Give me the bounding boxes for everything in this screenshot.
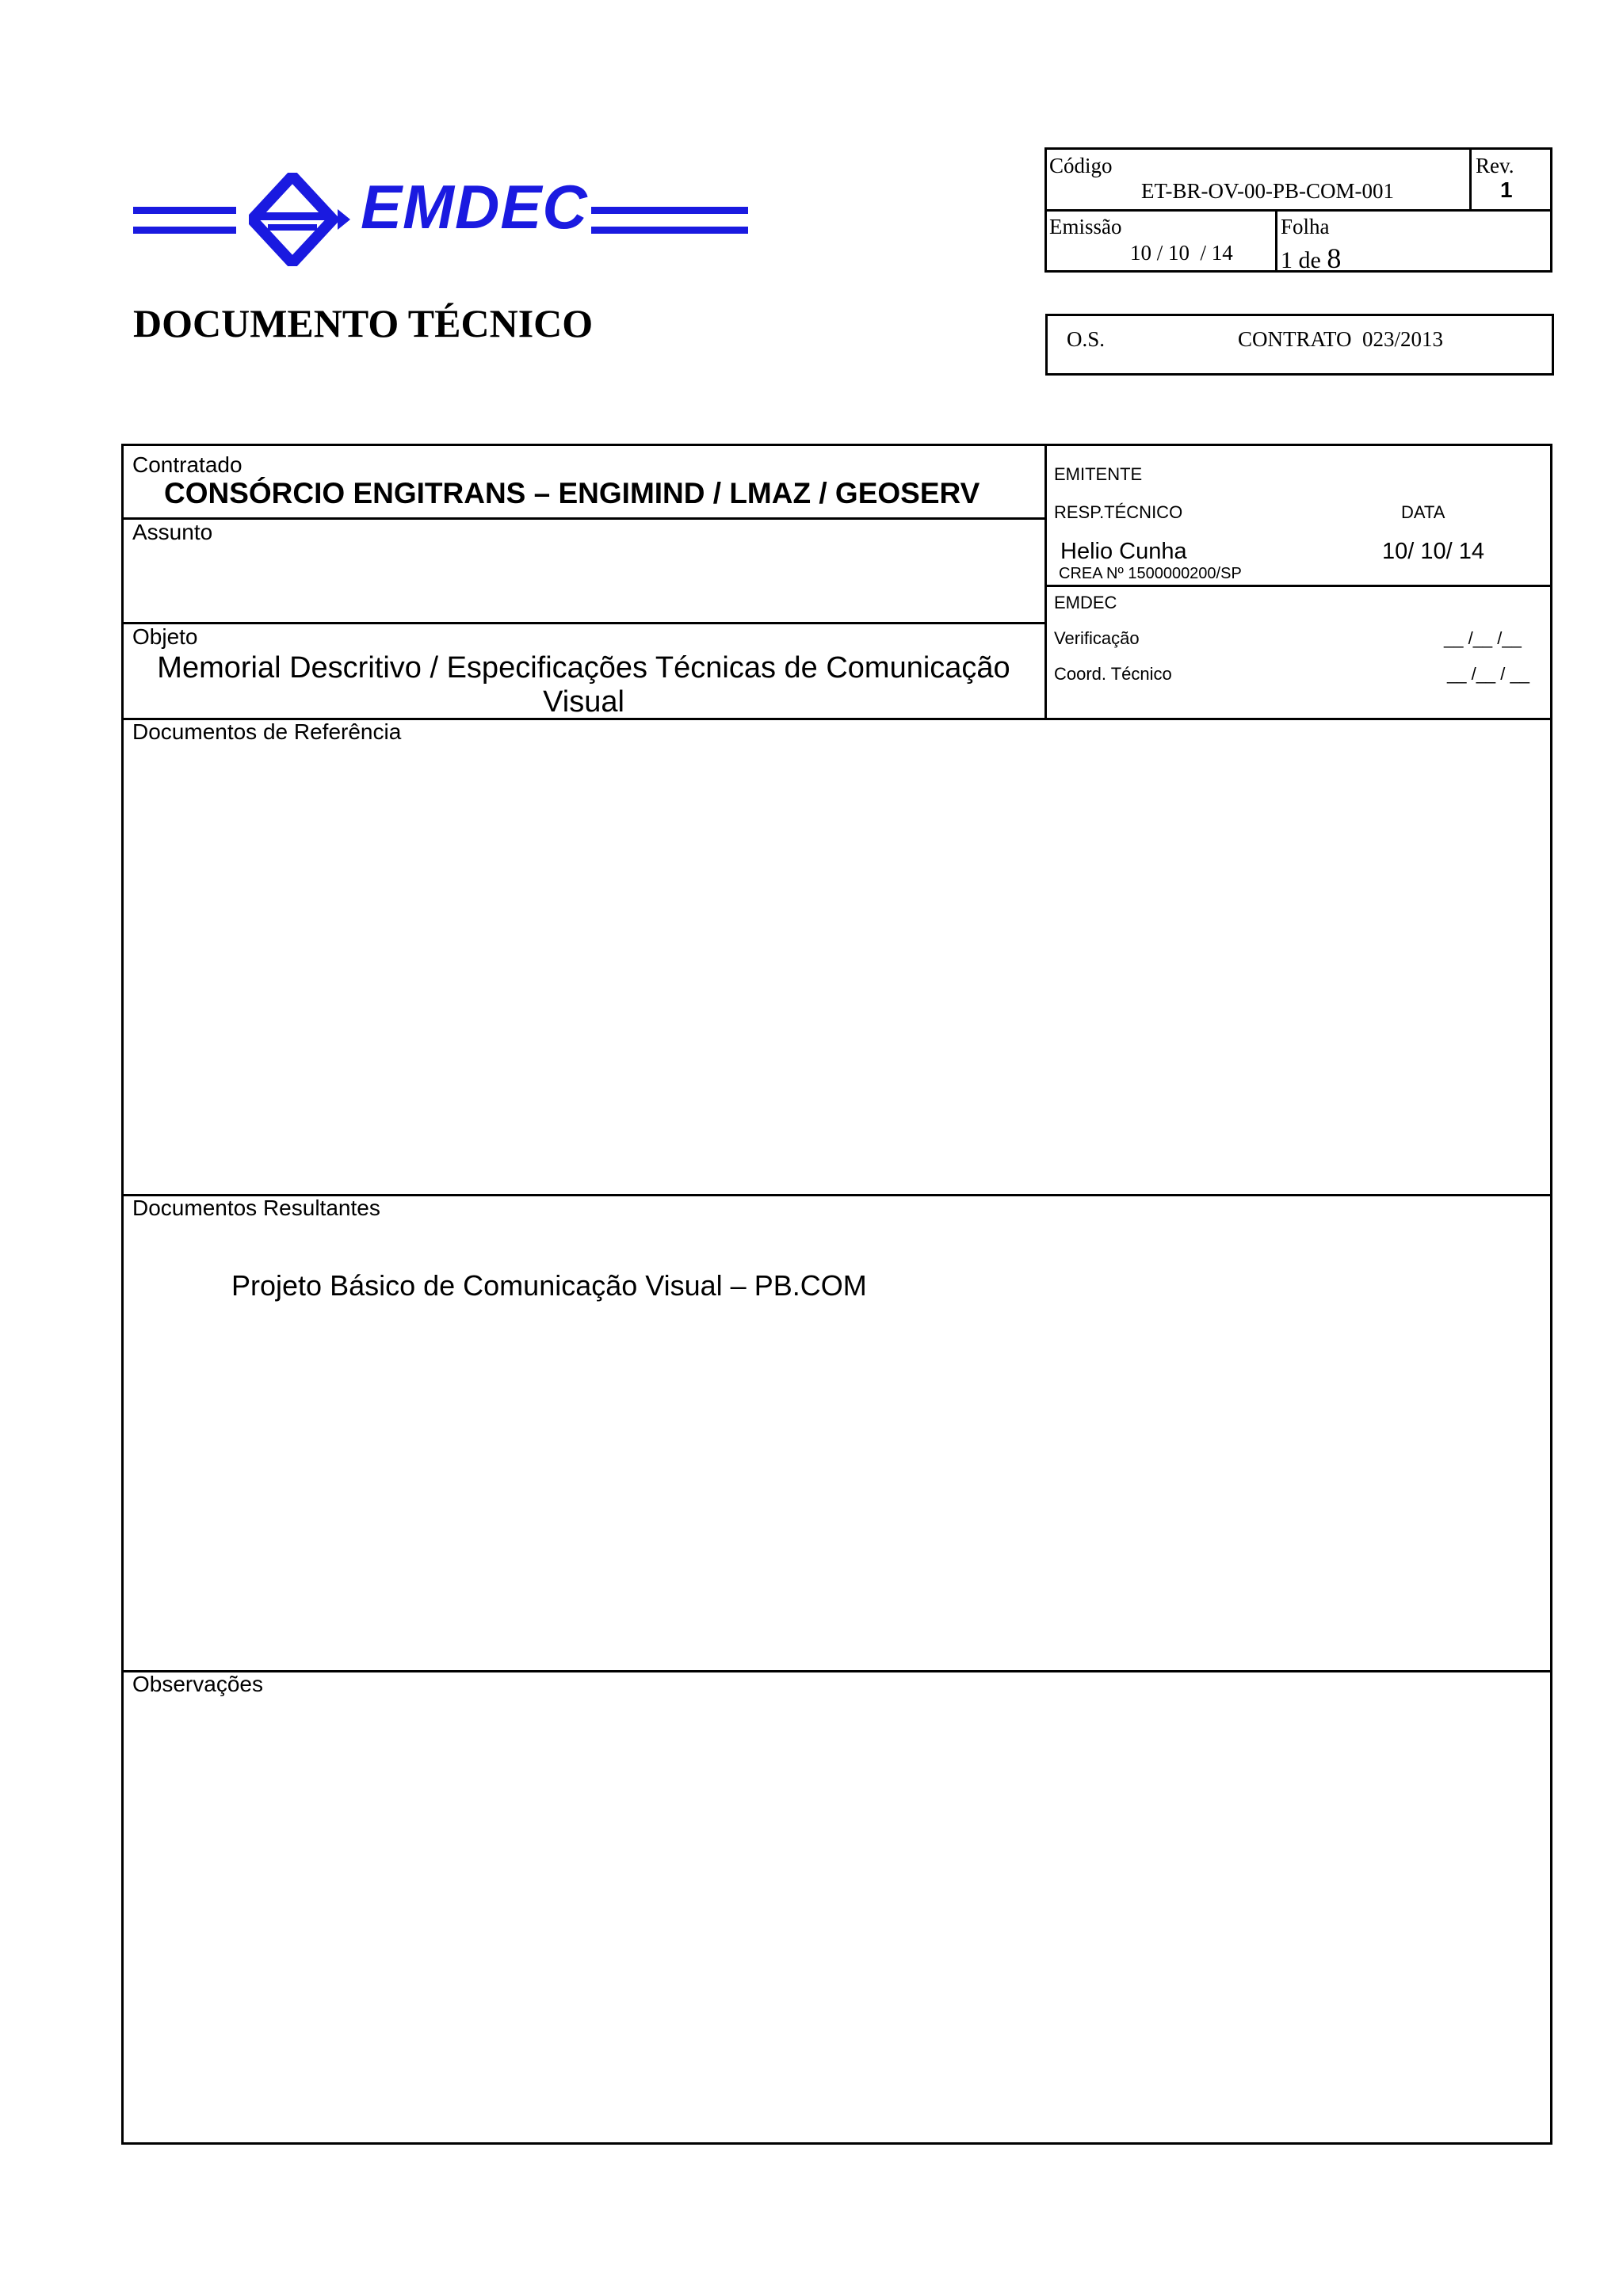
contratado-divider: [121, 517, 1046, 520]
crea-number: CREA Nº 1500000200/SP: [1059, 565, 1242, 582]
coord-tecnico-label: Coord. Técnico: [1054, 664, 1172, 684]
referencia-label: Documentos de Referência: [132, 719, 402, 744]
code-box-divider: [1044, 209, 1552, 212]
contratado-value: CONSÓRCIO ENGITRANS – ENGIMIND / LMAZ / GEOSERV: [164, 477, 980, 509]
os-label: O.S.: [1067, 327, 1106, 351]
logo-left-bar-top: [133, 207, 236, 214]
data-label: DATA: [1401, 502, 1445, 522]
logo-diamond-icon: [249, 173, 352, 266]
folha-total: 8: [1327, 242, 1342, 274]
rev-label: Rev.: [1476, 154, 1514, 177]
observacoes-label: Observações: [132, 1672, 263, 1696]
objeto-value: [121, 651, 1046, 719]
assunto-divider: [121, 622, 1046, 624]
rev-divider: [1469, 147, 1472, 211]
contratado-label: Contratado: [132, 452, 242, 477]
resultantes-label: Documentos Resultantes: [132, 1196, 380, 1220]
resp-tecnico-name: Helio Cunha: [1060, 539, 1187, 564]
logo-right-bar-bottom: [591, 227, 748, 234]
verificacao-date: __ /__ /__: [1444, 628, 1522, 648]
objeto-line-2: Visual: [543, 685, 624, 719]
logo-left-bar-bottom: [133, 227, 236, 234]
contrato-value: CONTRATO 023/2013: [1238, 327, 1444, 351]
verificacao-label: Verificação: [1054, 628, 1140, 648]
folha-value: 1 de: [1281, 247, 1327, 273]
codigo-label: Código: [1049, 154, 1113, 177]
resultantes-value: Projeto Básico de Comunicação Visual – PB.COM: [231, 1269, 867, 1302]
assunto-label: Assunto: [132, 520, 213, 544]
logo-right-bar-top: [591, 207, 748, 214]
folha-label: Folha: [1281, 215, 1330, 238]
coord-tecnico-date: __ /__ / __: [1447, 664, 1529, 684]
emissao-value: 10 / 10 / 14: [1130, 241, 1233, 265]
emissao-label: Emissão: [1049, 215, 1122, 238]
rev-value: 1: [1500, 177, 1513, 202]
codigo-value: ET-BR-OV-00-PB-COM-001: [1141, 179, 1395, 203]
folha-divider: [1275, 209, 1277, 273]
emitente-label: EMITENTE: [1054, 464, 1143, 484]
objeto-label: Objeto: [132, 624, 198, 649]
resp-tecnico-label: RESP.TÉCNICO: [1054, 502, 1183, 522]
objeto-line-1: Memorial Descritivo / Especificações Técnicas de Comunicação: [157, 651, 1010, 685]
emdec-divider: [1044, 585, 1552, 587]
logo-text: EMDEC: [361, 172, 588, 242]
document-title: DOCUMENTO TÉCNICO: [133, 301, 594, 345]
emdec-label: EMDEC: [1054, 593, 1117, 612]
resultantes-divider: [121, 1670, 1552, 1672]
folha-value-wrap: [1281, 244, 1341, 273]
resp-tecnico-date: 10/ 10/ 14: [1382, 539, 1484, 564]
